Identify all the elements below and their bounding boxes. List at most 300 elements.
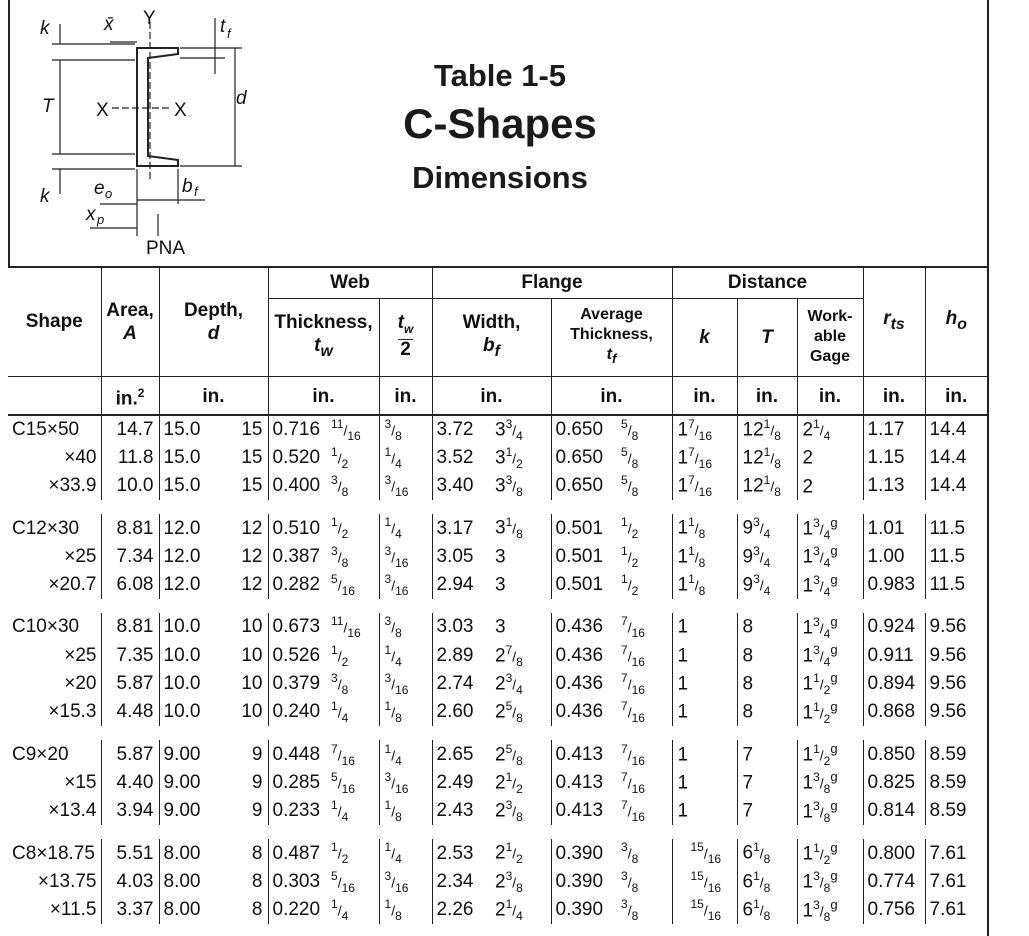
cell-flange-width: 2.94 [432, 571, 490, 599]
cell-workable-gage: $1^3/_8^g$ [797, 896, 863, 924]
cell-ho: 14.4 [925, 415, 987, 444]
cell-web-thickness-frac: $^7/_{16}$ [331, 741, 355, 768]
cell-flange-thickness: 0.413 [551, 797, 616, 825]
cell-k: 1 [672, 797, 737, 825]
cell-area: 3.94 [101, 797, 159, 825]
cell-flange-width: 2.74 [432, 670, 490, 698]
cell-T: 8 [737, 670, 797, 698]
cell-depth: 10.0 [159, 698, 220, 726]
table-row [8, 514, 987, 542]
cell-web-thickness-frac: $^3/_8$ [331, 473, 349, 500]
cell-T: 8 [737, 698, 797, 726]
unit-k: in. [672, 376, 737, 415]
cell-flange-thickness: 0.436 [551, 670, 616, 698]
cell-flange-width: 2.65 [432, 740, 490, 768]
unit-fl-width: in. [432, 376, 551, 415]
cell-ho: 11.5 [925, 571, 987, 599]
col-workable-gage: Work- able Gage [797, 298, 863, 376]
cell-flange-thickness-frac: $^3/_8$ [621, 840, 639, 867]
cell-T: $12^1/_8$ [737, 444, 797, 472]
table-row [8, 571, 987, 599]
cell-depth: 10.0 [159, 670, 220, 698]
cell-depth: 8.00 [159, 839, 220, 867]
cell-ho: 7.61 [925, 839, 987, 867]
cell-k: $1^7/_{16}$ [672, 415, 737, 444]
dimensions-table [8, 268, 987, 924]
cell-workable-gage: $1^3/_8^g$ [797, 797, 863, 825]
cell-flange-thickness-frac: $^1/_2$ [621, 515, 639, 542]
cell-shape: ×15 [64, 771, 97, 793]
cell-flange-width-frac: $2^3/_4$ [495, 670, 523, 698]
cell-tw-over-2: $^3/_{16}$ [379, 670, 432, 698]
cell-depth-frac: 10 [241, 616, 263, 638]
cell-flange-width-frac: 3 [495, 546, 506, 568]
cell-web-thickness: 0.285 [268, 769, 326, 797]
cell-workable-gage: $1^1/_2^g$ [797, 670, 863, 698]
cell-web-thickness: 0.673 [268, 613, 326, 641]
cell-shape: ×25 [64, 545, 97, 567]
cell-workable-gage: $1^1/_2^g$ [797, 698, 863, 726]
cell-k: 1 [672, 613, 737, 641]
cell-flange-width-frac: $2^1/_4$ [495, 897, 523, 924]
col-shape: Shape [25, 311, 83, 333]
unit-T: in. [737, 376, 797, 415]
cell-workable-gage: $1^3/_4^g$ [797, 571, 863, 599]
cell-flange-width-frac: 3 [495, 574, 506, 596]
cell-flange-width-frac: $3^1/_8$ [495, 515, 523, 542]
cell-shape: C10×30 [12, 616, 80, 638]
cell-area: 8.81 [101, 514, 159, 542]
cell-k: $1^1/_8$ [672, 571, 737, 599]
cell-tw-over-2: $^1/_8$ [379, 698, 432, 726]
cell-tw-over-2: $^3/_8$ [379, 613, 432, 641]
cell-T: $12^1/_8$ [737, 472, 797, 500]
cell-depth: 15.0 [159, 415, 220, 444]
cell-tw-over-2: $^3/_{16}$ [379, 571, 432, 599]
cell-web-thickness: 0.448 [268, 740, 326, 768]
cell-ho: 8.59 [925, 740, 987, 768]
cell-flange-thickness: 0.436 [551, 698, 616, 726]
cell-flange-thickness-frac: $^5/_8$ [621, 473, 639, 500]
cell-rts: 1.00 [863, 543, 925, 571]
cell-ho: 9.56 [925, 613, 987, 641]
cell-T: 8 [737, 613, 797, 641]
cell-flange-width-frac: $3^3/_4$ [495, 416, 523, 443]
cell-tw-over-2: $^1/_4$ [379, 642, 432, 670]
cell-web-thickness: 0.303 [268, 868, 326, 896]
cell-flange-thickness-frac: $^7/_{16}$ [621, 798, 645, 825]
cell-shape: ×11.5 [49, 899, 97, 921]
col-flange-width: Width, $b_f$ [432, 298, 551, 376]
cell-rts: 0.983 [863, 571, 925, 599]
cell-area: 4.48 [101, 698, 159, 726]
cell-web-thickness-frac: $^1/_2$ [331, 515, 349, 542]
label-pna: PNA [146, 238, 186, 259]
cell-ho: 14.4 [925, 444, 987, 472]
table-row [8, 613, 987, 641]
table-row [8, 642, 987, 670]
label-xp: x [86, 204, 96, 225]
cell-depth-frac: 15 [241, 475, 263, 497]
cell-shape: C15×50 [12, 418, 80, 440]
cell-web-thickness: 0.400 [268, 472, 326, 500]
cell-shape: C8×18.75 [12, 842, 95, 864]
left-border [8, 0, 10, 268]
cell-ho: 11.5 [925, 543, 987, 571]
cell-k: $1^7/_{16}$ [672, 444, 737, 472]
label-T: T [42, 96, 54, 117]
cell-workable-gage: $1^3/_4^g$ [797, 642, 863, 670]
cell-tw-over-2: $^1/_4$ [379, 444, 432, 472]
cell-flange-width: 3.52 [432, 444, 490, 472]
cell-web-thickness-frac: $^3/_8$ [331, 543, 349, 570]
cell-web-thickness-frac: $^1/_4$ [331, 798, 349, 825]
cell-shape: ×13.75 [37, 870, 97, 892]
row-gap [8, 825, 987, 839]
cell-flange-width-frac: $2^5/_8$ [495, 741, 523, 768]
cell-workable-gage: $1^1/_2^g$ [797, 839, 863, 867]
col-ho: $h_o$ [925, 268, 987, 376]
cell-ho: 14.4 [925, 472, 987, 500]
cell-rts: 0.924 [863, 613, 925, 641]
row-gap [8, 500, 987, 514]
table-row [8, 896, 987, 924]
unit-depth: in. [159, 376, 268, 415]
cell-flange-thickness: 0.390 [551, 896, 616, 924]
cell-rts: 0.756 [863, 896, 925, 924]
cell-flange-width-frac: $2^5/_8$ [495, 699, 523, 726]
cell-tw-over-2: $^1/_8$ [379, 797, 432, 825]
cell-flange-thickness: 0.436 [551, 613, 616, 641]
cell-flange-width: 3.72 [432, 415, 490, 444]
cell-depth-frac: 12 [241, 517, 263, 539]
table-row [8, 769, 987, 797]
cell-flange-width-frac: $2^1/_2$ [495, 769, 523, 796]
cell-tw-over-2: $^3/_{16}$ [379, 543, 432, 571]
cell-T: 8 [737, 642, 797, 670]
cell-depth-frac: 15 [241, 446, 263, 468]
label-Y: Y [143, 8, 156, 29]
cell-web-thickness-frac: $^1/_2$ [331, 840, 349, 867]
table-row [8, 670, 987, 698]
cell-workable-gage: 2 [797, 472, 863, 500]
row-gap [8, 599, 987, 613]
cell-depth-frac: 9 [251, 771, 263, 793]
cell-depth: 12.0 [159, 571, 220, 599]
col-tw-over-2: $\frac{t_w}{2}$ [379, 298, 432, 376]
cell-ho: 8.59 [925, 797, 987, 825]
cell-tw-over-2: $^3/_{16}$ [379, 472, 432, 500]
cell-web-thickness: 0.240 [268, 698, 326, 726]
cell-flange-thickness-frac: $^7/_{16}$ [621, 670, 645, 698]
cell-depth-frac: 10 [241, 644, 263, 666]
table-row [8, 543, 987, 571]
cell-shape: ×40 [64, 446, 97, 468]
cell-k: $^{15}/_{16}$ [672, 896, 737, 924]
cell-depth-frac: 12 [241, 574, 263, 596]
cell-flange-thickness: 0.436 [551, 642, 616, 670]
cell-flange-thickness: 0.501 [551, 543, 616, 571]
cell-area: 8.81 [101, 613, 159, 641]
cell-flange-width: 3.05 [432, 543, 490, 571]
group-web: Web [268, 268, 432, 298]
cell-flange-thickness: 0.390 [551, 839, 616, 867]
cell-shape: ×13.4 [48, 800, 97, 822]
cell-ho: 11.5 [925, 514, 987, 542]
cell-flange-thickness-frac: $^3/_8$ [621, 868, 639, 895]
cell-depth-frac: 15 [241, 418, 263, 440]
cell-T: $9^3/_4$ [737, 543, 797, 571]
cell-web-thickness: 0.716 [268, 415, 326, 444]
cell-rts: 1.17 [863, 415, 925, 444]
cell-flange-width: 2.53 [432, 839, 490, 867]
cell-depth: 12.0 [159, 514, 220, 542]
col-rts: $r_{ts}$ [863, 268, 925, 376]
label-X-right: X [174, 100, 187, 121]
cell-shape: C9×20 [12, 743, 69, 765]
cell-area: 4.03 [101, 868, 159, 896]
cell-depth: 15.0 [159, 444, 220, 472]
cell-web-thickness: 0.526 [268, 642, 326, 670]
col-T: T [737, 298, 797, 376]
cell-flange-width-frac: 3 [495, 616, 506, 638]
cell-flange-thickness: 0.501 [551, 514, 616, 542]
cell-workable-gage: $1^3/_4^g$ [797, 514, 863, 542]
cell-flange-thickness: 0.413 [551, 740, 616, 768]
cell-shape: ×15.3 [48, 701, 97, 723]
cell-flange-thickness-frac: $^5/_8$ [621, 444, 639, 471]
cell-depth-frac: 8 [251, 842, 263, 864]
right-border [987, 0, 989, 936]
unit-gage: in. [797, 376, 863, 415]
cell-workable-gage: $1^3/_8^g$ [797, 868, 863, 896]
cell-depth-frac: 9 [251, 800, 263, 822]
cell-flange-width: 3.40 [432, 472, 490, 500]
cell-k: $1^1/_8$ [672, 514, 737, 542]
cell-depth-frac: 12 [241, 545, 263, 567]
cell-k: $^{15}/_{16}$ [672, 839, 737, 867]
cell-k: 1 [672, 698, 737, 726]
cell-ho: 7.61 [925, 868, 987, 896]
cell-tw-over-2: $^1/_4$ [379, 839, 432, 867]
cell-k: $1^7/_{16}$ [672, 472, 737, 500]
unit-area: in.$^2$ [101, 376, 159, 415]
cell-T: $6^1/_8$ [737, 896, 797, 924]
cell-flange-thickness-frac: $^1/_2$ [621, 572, 639, 599]
cell-k: 1 [672, 642, 737, 670]
cell-shape: ×33.9 [48, 475, 97, 497]
table-row [8, 472, 987, 500]
cell-web-thickness-frac: $^1/_4$ [331, 699, 349, 726]
cell-T: 7 [737, 797, 797, 825]
cell-T: 7 [737, 769, 797, 797]
cell-shape: ×20 [64, 673, 97, 695]
unit-ho: in. [925, 376, 987, 415]
cell-flange-thickness-frac: $^7/_{16}$ [621, 769, 645, 796]
cell-depth: 10.0 [159, 613, 220, 641]
cell-web-thickness: 0.510 [268, 514, 326, 542]
cell-workable-gage: $1^3/_4^g$ [797, 543, 863, 571]
cell-workable-gage: $1^3/_4^g$ [797, 613, 863, 641]
label-tf: t [220, 16, 226, 37]
cell-workable-gage: $1^3/_8^g$ [797, 769, 863, 797]
cell-area: 11.8 [101, 444, 159, 472]
label-eo-sub: o [105, 186, 113, 201]
cell-flange-width: 2.26 [432, 896, 490, 924]
cell-tw-over-2: $^1/_8$ [379, 896, 432, 924]
cell-web-thickness-frac: $^1/_2$ [331, 444, 349, 471]
cell-web-thickness-frac: $^5/_{16}$ [331, 769, 355, 796]
label-tf-sub: f [227, 26, 231, 41]
cell-flange-thickness: 0.650 [551, 415, 616, 444]
unit-fl-thk: in. [551, 376, 672, 415]
cell-depth: 8.00 [159, 896, 220, 924]
cell-k: 1 [672, 670, 737, 698]
cell-k: $^{15}/_{16}$ [672, 868, 737, 896]
table-number: Table 1-5 [433, 58, 567, 93]
cell-depth: 9.00 [159, 769, 220, 797]
table-row [8, 839, 987, 867]
cell-flange-thickness-frac: $^7/_{16}$ [621, 741, 645, 768]
cell-depth: 9.00 [159, 740, 220, 768]
col-depth: Depth, d [159, 268, 268, 376]
cell-web-thickness: 0.520 [268, 444, 326, 472]
cell-web-thickness-frac: $^3/_8$ [331, 670, 349, 698]
cell-shape: C12×30 [12, 517, 80, 539]
row-gap [8, 726, 987, 740]
cell-area: 3.37 [101, 896, 159, 924]
col-k: k [672, 298, 737, 376]
cell-tw-over-2: $^3/_{16}$ [379, 769, 432, 797]
cell-flange-thickness: 0.650 [551, 444, 616, 472]
page-subtitle: Dimensions [412, 160, 588, 195]
cell-web-thickness: 0.487 [268, 839, 326, 867]
cell-area: 5.87 [101, 670, 159, 698]
cell-depth-frac: 10 [241, 701, 263, 723]
cell-ho: 9.56 [925, 698, 987, 726]
cell-flange-thickness-frac: $^5/_8$ [621, 416, 639, 443]
cell-T: $9^3/_4$ [737, 514, 797, 542]
unit-rts: in. [863, 376, 925, 415]
cell-flange-width-frac: $2^1/_2$ [495, 840, 523, 867]
cell-flange-width-frac: $2^3/_8$ [495, 798, 523, 825]
label-bf: b [182, 176, 193, 197]
table-row [8, 444, 987, 472]
table-row [8, 415, 987, 444]
cell-rts: 0.814 [863, 797, 925, 825]
cell-rts: 0.800 [863, 839, 925, 867]
cell-flange-width: 2.43 [432, 797, 490, 825]
cell-tw-over-2: $^3/_8$ [379, 415, 432, 444]
cell-flange-thickness: 0.390 [551, 868, 616, 896]
cell-ho: 7.61 [925, 896, 987, 924]
cell-web-thickness: 0.387 [268, 543, 326, 571]
col-flange-avg-thickness: Average Thickness, $t_f$ [551, 298, 672, 376]
cell-area: 7.34 [101, 543, 159, 571]
unit-tw2: in. [379, 376, 432, 415]
cell-web-thickness: 0.379 [268, 670, 326, 698]
cell-tw-over-2: $^3/_{16}$ [379, 868, 432, 896]
table-row [8, 698, 987, 726]
table-row [8, 740, 987, 768]
cell-web-thickness: 0.233 [268, 797, 326, 825]
cell-ho: 9.56 [925, 670, 987, 698]
cell-tw-over-2: $^1/_4$ [379, 514, 432, 542]
cell-flange-thickness-frac: $^7/_{16}$ [621, 642, 645, 669]
label-bf-sub: f [194, 184, 198, 199]
cell-flange-width: 2.34 [432, 868, 490, 896]
cell-web-thickness-frac: $^1/_2$ [331, 642, 349, 669]
cell-k: 1 [672, 769, 737, 797]
cell-web-thickness-frac: $^1/_4$ [331, 897, 349, 924]
cell-ho: 8.59 [925, 769, 987, 797]
cell-T: $6^1/_8$ [737, 868, 797, 896]
cell-web-thickness-frac: $^5/_{16}$ [331, 572, 355, 599]
cell-area: 7.35 [101, 642, 159, 670]
cell-flange-width-frac: $2^3/_8$ [495, 868, 523, 895]
table-row [8, 868, 987, 896]
col-area: Area, A [101, 268, 159, 376]
cell-flange-thickness-frac: $^7/_{16}$ [621, 699, 645, 726]
cell-depth: 12.0 [159, 543, 220, 571]
cell-rts: 0.774 [863, 868, 925, 896]
cell-T: $9^3/_4$ [737, 571, 797, 599]
cell-rts: 0.868 [863, 698, 925, 726]
cell-area: 14.7 [101, 415, 159, 444]
label-X-left: X [96, 100, 109, 121]
cell-workable-gage: 2 [797, 444, 863, 472]
cell-flange-thickness-frac: $^7/_{16}$ [621, 614, 645, 641]
cell-flange-width: 2.49 [432, 769, 490, 797]
cell-flange-thickness-frac: $^3/_8$ [621, 897, 639, 924]
cell-web-thickness-frac: $^{11}/_{16}$ [331, 416, 361, 443]
cell-flange-thickness: 0.650 [551, 472, 616, 500]
cell-web-thickness-frac: $^5/_{16}$ [331, 868, 355, 895]
cell-rts: 1.13 [863, 472, 925, 500]
cell-depth: 15.0 [159, 472, 220, 500]
c-shape-diagram [30, 4, 280, 262]
cell-web-thickness: 0.282 [268, 571, 326, 599]
cell-area: 5.87 [101, 740, 159, 768]
cell-T: 7 [737, 740, 797, 768]
cell-shape: ×20.7 [48, 574, 97, 596]
cell-depth: 10.0 [159, 642, 220, 670]
cell-flange-width-frac: $3^1/_2$ [495, 444, 523, 471]
cell-rts: 1.01 [863, 514, 925, 542]
cell-depth-frac: 8 [251, 899, 263, 921]
cell-flange-width: 3.03 [432, 613, 490, 641]
cell-area: 10.0 [101, 472, 159, 500]
cell-area: 6.08 [101, 571, 159, 599]
cell-depth: 9.00 [159, 797, 220, 825]
cell-depth: 8.00 [159, 868, 220, 896]
cell-flange-width-frac: $2^7/_8$ [495, 642, 523, 669]
cell-web-thickness-frac: $^{11}/_{16}$ [331, 614, 361, 641]
col-web-thickness: Thickness, $t_w$ [268, 298, 379, 376]
cell-k: $1^1/_8$ [672, 543, 737, 571]
cell-web-thickness: 0.220 [268, 896, 326, 924]
cell-area: 5.51 [101, 839, 159, 867]
cell-area: 4.40 [101, 769, 159, 797]
label-eo: e [94, 178, 105, 199]
cell-T: $12^1/_8$ [737, 415, 797, 444]
cell-depth-frac: 10 [241, 673, 263, 695]
cell-T: $6^1/_8$ [737, 839, 797, 867]
cell-flange-width: 3.17 [432, 514, 490, 542]
cell-ho: 9.56 [925, 642, 987, 670]
page-title: C-Shapes [403, 100, 597, 147]
cell-flange-thickness: 0.501 [551, 571, 616, 599]
